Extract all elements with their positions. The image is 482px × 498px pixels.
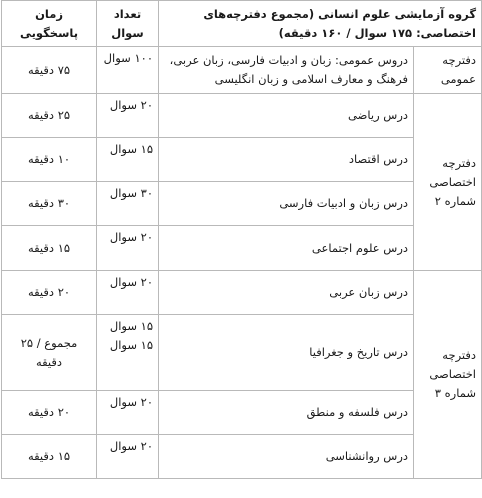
count-cell: ۲۰ سوال (97, 94, 159, 138)
subject-cell: درس علوم اجتماعی (159, 226, 414, 271)
subject-cell: درس اقتصاد (159, 138, 414, 182)
table-row (2, 271, 482, 315)
count-cell: ۲۰ سوال (97, 226, 159, 271)
subject-cell: دروس عمومی: زبان و ادبیات فارسی، زبان عربی، فرهنگ و معارف اسلامی و زبان انگلیسی (159, 47, 414, 94)
table-row (2, 391, 482, 435)
table-row (2, 47, 482, 94)
subject-cell: درس فلسفه و منطق (159, 391, 414, 435)
time-cell: ۲۵ دقیقه (2, 94, 97, 138)
group-special-3: دفترچه اختصاصی شماره ۳ (414, 271, 482, 479)
table-row (2, 315, 482, 391)
count-cell: ۲۰ سوال (97, 391, 159, 435)
subject-cell: درس روانشناسی (159, 435, 414, 479)
time-cell: ۳۰ دقیقه (2, 182, 97, 226)
header-time: زمان پاسخگویی (2, 1, 97, 47)
count-cell: ۳۰ سوال (97, 182, 159, 226)
time-cell: ۱۰ دقیقه (2, 138, 97, 182)
header-main: گروه آزمایشی علوم انسانی (مجموع دفترچه‌های اختصاصی: ۱۷۵ سوال / ۱۶۰ دقیقه) (159, 1, 482, 47)
subject-cell: درس زبان عربی (159, 271, 414, 315)
table-row (2, 138, 482, 182)
time-cell: مجموع / ۲۵ دقیقه (2, 315, 97, 391)
count-cell: ۱۰۰ سوال (97, 47, 159, 94)
time-cell: ۱۵ دقیقه (2, 435, 97, 479)
header-count: تعداد سوال (97, 1, 159, 47)
table-row (2, 94, 482, 138)
count-cell: ۲۰ سوال (97, 271, 159, 315)
time-cell: ۱۵ دقیقه (2, 226, 97, 271)
table-row (2, 435, 482, 479)
time-cell: ۲۰ دقیقه (2, 271, 97, 315)
count-part-geography: ۱۵ سوال (109, 338, 153, 352)
group-special-2: دفترچه اختصاصی شماره ۲ (414, 94, 482, 271)
count-cell: ۲۰ سوال (97, 435, 159, 479)
table-row (2, 226, 482, 271)
table-row (2, 182, 482, 226)
subject-cell: درس تاریخ و جغرافیا (159, 315, 414, 391)
count-cell (97, 315, 159, 391)
count-part-history: ۱۵ سوال (109, 319, 153, 333)
count-cell: ۱۵ سوال (97, 138, 159, 182)
exam-table (1, 0, 482, 479)
header-row (2, 1, 482, 47)
group-general: دفترچه عمومی (414, 47, 482, 94)
time-cell: ۲۰ دقیقه (2, 391, 97, 435)
subject-cell: درس زبان و ادبیات فارسی (159, 182, 414, 226)
time-cell: ۷۵ دقیقه (2, 47, 97, 94)
subject-cell: درس ریاضی (159, 94, 414, 138)
